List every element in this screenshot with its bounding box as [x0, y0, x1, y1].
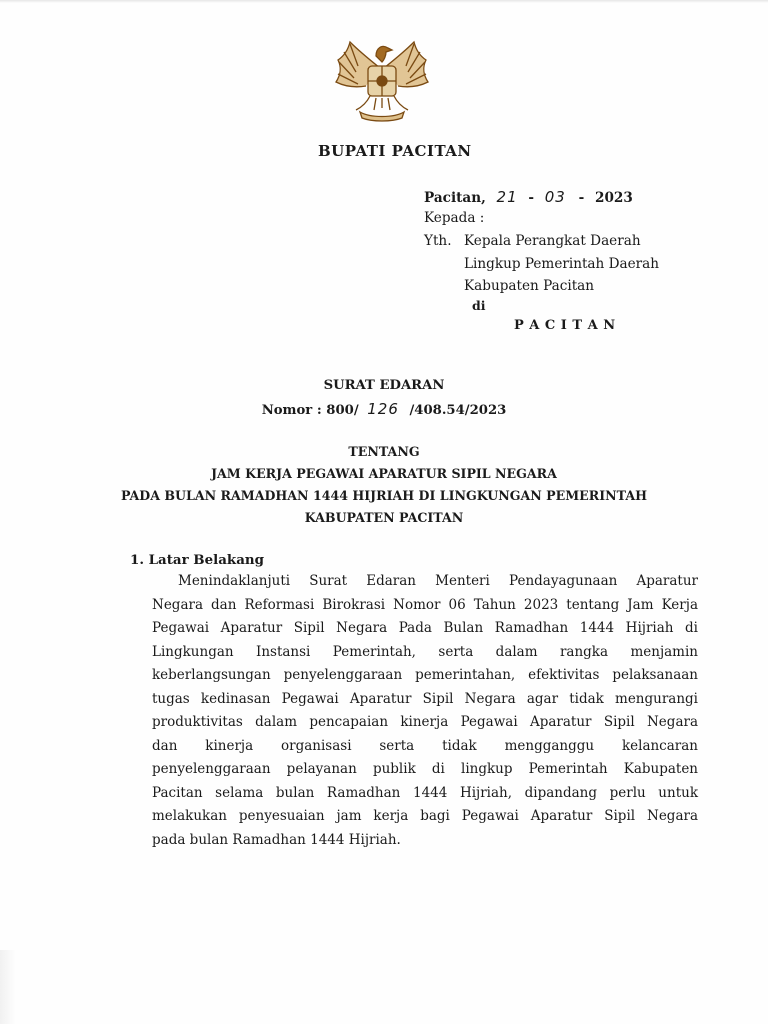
- paragraph-line: Lingkungan Instansi Pemerintah, serta dalam rangka menjamin: [152, 643, 698, 660]
- date-line: [424, 188, 633, 206]
- scan-edge: [0, 0, 768, 3]
- paragraph-line: penyelenggaraan pelayanan publik di lingkup Pemerintah Kabupaten: [152, 761, 698, 777]
- date-year: 2023: [594, 190, 633, 206]
- paragraph-line: produktivitas dalam pencapaian kinerja Pegawai Aparatur Sipil Negara: [152, 714, 698, 730]
- paragraph-line: Pegawai Aparatur Sipil Negara Pada Bulan Ramadhan 1444 Hijriah di: [152, 620, 698, 636]
- paragraph-line: dan kinerja organisasi serta tidak mengganggu kelancaran: [152, 737, 698, 754]
- circular-number: [0, 400, 768, 418]
- date-place: Pacitan,: [424, 190, 486, 206]
- number-handwritten: 126: [367, 400, 399, 418]
- paragraph-line: tugas kedinasan Pegawai Aparatur Sipil Negara agar tidak mengurangi: [152, 690, 698, 707]
- recipient-line: Kabupaten Pacitan: [464, 278, 595, 294]
- garuda-emblem-icon: [330, 38, 434, 122]
- date-separator: -: [578, 190, 585, 206]
- recipient-city: P A C I T A N: [514, 318, 616, 333]
- paragraph-line: Pacitan selama bulan Ramadhan 1444 Hijriah, dipandang perlu untuk: [152, 784, 698, 801]
- date-month: 03: [544, 188, 566, 206]
- number-prefix: Nomor : 800/: [261, 403, 359, 418]
- paragraph-line: Menindaklanjuti Surat Edaran Menteri Pendayagunaan Aparatur: [178, 573, 698, 589]
- recipient-di: di: [472, 298, 486, 313]
- paragraph-line: Negara dan Reformasi Birokrasi Nomor 06 Tahun 2023 tentang Jam Kerja: [152, 596, 698, 613]
- paragraph-line: keberlangsungan penyelenggaraan pemerintahan, efektivitas pelaksanaan: [152, 667, 698, 683]
- number-suffix: /408.54/2023: [409, 403, 507, 418]
- issuer-title: BUPATI PACITAN: [318, 142, 472, 160]
- recipient-line: Kepala Perangkat Daerah: [464, 233, 641, 249]
- date-separator: -: [528, 190, 535, 206]
- recipient-line: Lingkup Pemerintah Daerah: [464, 256, 660, 272]
- subject-line: PADA BULAN RAMADHAN 1444 HIJRIAH DI LINGKUNGAN PEMERINTAH: [120, 488, 648, 503]
- section-paragraph: [152, 570, 698, 852]
- subject-about: TENTANG: [348, 444, 420, 459]
- scan-shadow: [0, 950, 16, 1024]
- date-day: 21: [496, 188, 518, 206]
- subject-line: KABUPATEN PACITAN: [304, 510, 464, 525]
- paragraph-line: pada bulan Ramadhan 1444 Hijriah.: [152, 831, 401, 848]
- section-heading: 1. Latar Belakang: [130, 552, 264, 568]
- circular-title: SURAT EDARAN: [323, 378, 445, 393]
- subject-line: JAM KERJA PEGAWAI APARATUR SIPIL NEGARA: [211, 466, 557, 481]
- recipient-yth: Yth.: [424, 233, 452, 249]
- recipient-kepada: Kepada :: [424, 210, 485, 226]
- paragraph-line: melakukan penyesuaian jam kerja bagi Pegawai Aparatur Sipil Negara: [152, 808, 698, 824]
